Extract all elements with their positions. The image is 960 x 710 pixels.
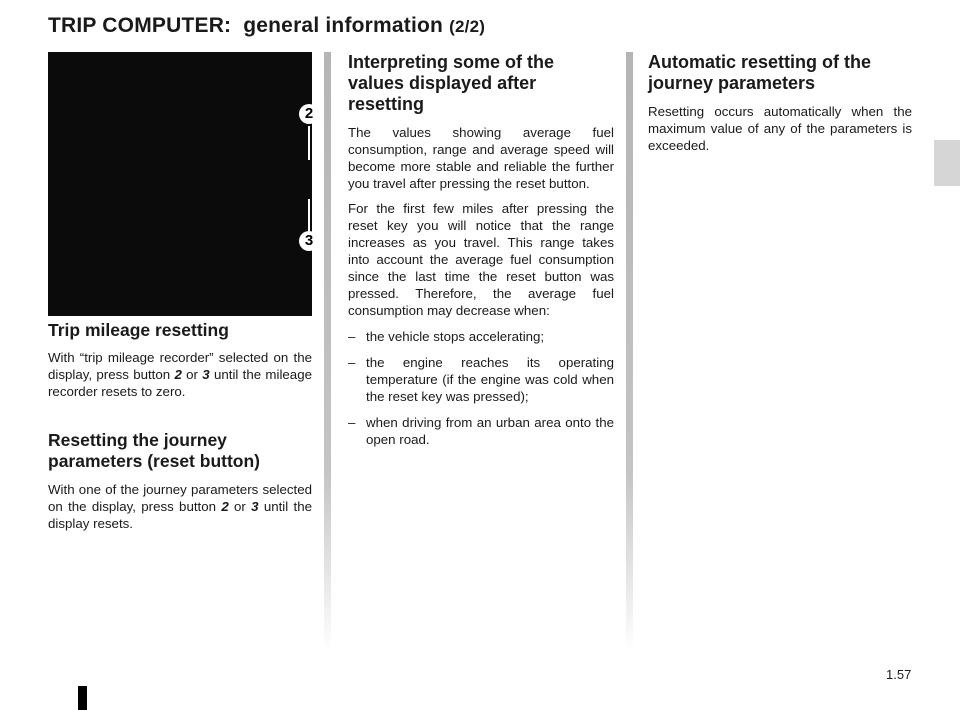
column-divider-1 — [324, 52, 331, 652]
reset-text-2: until the display resets. — [48, 499, 312, 531]
trip-paragraph — [48, 349, 312, 400]
conditions-list — [348, 328, 614, 448]
dashboard-figure — [48, 52, 312, 316]
page-number: 1.57 — [886, 667, 912, 682]
title-subtitle: general information — [243, 14, 444, 37]
callout-3: 3 — [299, 231, 319, 251]
callout-2-leader-line — [308, 126, 310, 160]
interpreting-heading-line3: resetting — [348, 94, 425, 114]
interpreting-heading-line1: Interpreting some of the — [348, 52, 555, 72]
reset-text-1: With one of the journey parameters selected on the display, press button — [48, 482, 312, 514]
automatic-reset-heading-line2: journey parameters — [648, 73, 816, 93]
interpreting-paragraph-1: The values showing average fuel consumption, range and average speed will become more stable and reliable the further you travel after pressing the reset button. — [348, 125, 614, 191]
corner-mark — [78, 686, 87, 710]
automatic-reset-heading-line1: Automatic resetting of the — [648, 52, 872, 72]
reset-paragraph — [48, 481, 312, 532]
left-column — [48, 320, 312, 532]
interpreting-heading — [348, 52, 614, 115]
automatic-reset-heading — [648, 52, 912, 94]
reset-button-3: 3 — [251, 499, 259, 514]
list-item: – the engine reaches its operating temperature (if the engine was cold when the reset key was pressed); — [348, 355, 614, 404]
list-item: – when driving from an urban area onto the open road. — [348, 415, 614, 447]
title-part: (2/2) — [449, 17, 486, 36]
trip-button-3: 3 — [202, 367, 210, 382]
column-divider-2 — [626, 52, 633, 652]
trip-text-or: or — [181, 367, 203, 382]
trip-text-2: until the mileage recorder resets to zero. — [48, 367, 312, 399]
reset-button-2: 2 — [221, 499, 229, 514]
middle-column — [348, 52, 614, 448]
list-item: – the vehicle stops accelerating; — [348, 329, 545, 344]
right-column — [648, 52, 912, 154]
reset-heading-line2: parameters (reset button) — [48, 451, 260, 471]
callout-2: 2 — [299, 104, 319, 124]
callout-3-leader-line — [308, 199, 310, 231]
trip-heading: Trip mileage resetting — [48, 320, 229, 340]
trip-text-1: With “trip mileage recorder” selected on the display, press button — [48, 350, 312, 382]
interpreting-heading-line2: values displayed after — [348, 73, 537, 93]
automatic-reset-paragraph: Resetting occurs automatically when the maximum value of any of the parameters is exceeded. — [648, 104, 912, 153]
page-title — [48, 14, 485, 38]
trip-button-2: 2 — [174, 367, 182, 382]
section-tab — [934, 140, 960, 186]
title-main: TRIP COMPUTER: — [48, 14, 232, 37]
reset-text-or: or — [228, 499, 252, 514]
reset-heading-line1: Resetting the journey — [48, 430, 227, 450]
interpreting-paragraph-2: For the first few miles after pressing the reset key you will notice that the range increases as you travel. This range takes into account the average fuel consumption since the last time the reset button was pressed. Therefore, the average fuel consumption may decrease when: — [348, 201, 614, 318]
reset-heading — [48, 430, 312, 472]
